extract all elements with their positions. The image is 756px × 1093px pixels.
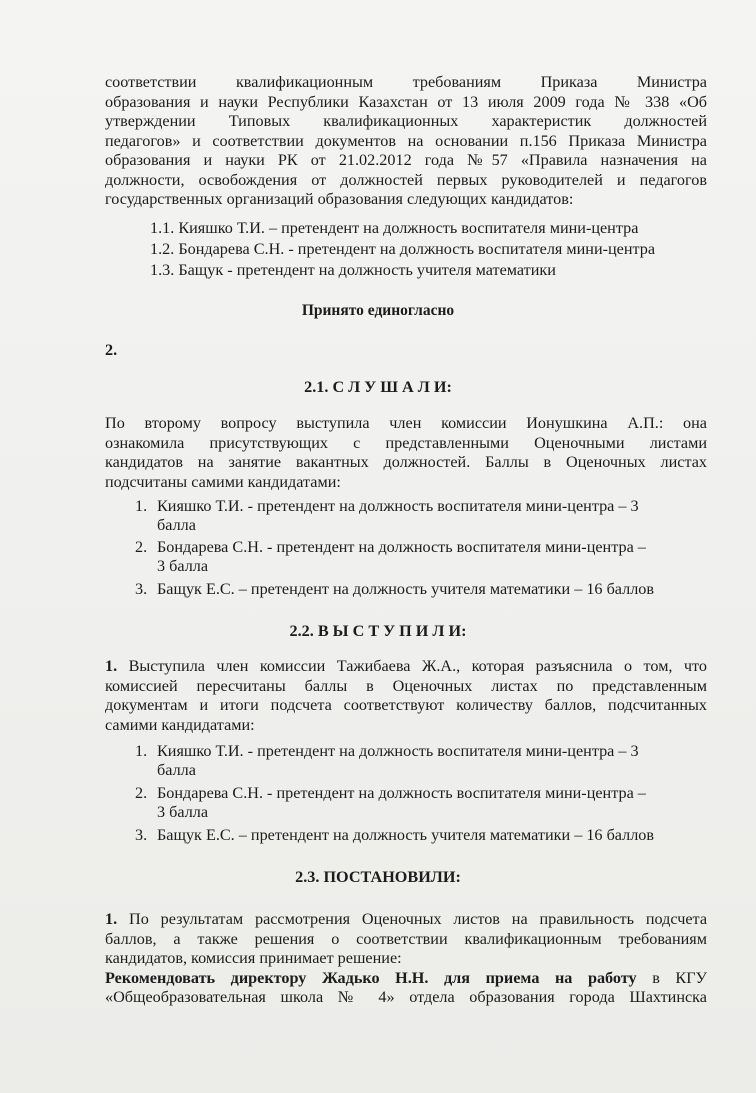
list-text: Кияшко Т.И. - претендент на должность воспитателя мини-центра – 3 xyxy=(157,497,639,515)
spoke-item-3 xyxy=(135,826,654,846)
list-text: Кияшко Т.И. - претендент на должность воспитателя мини-центра – 3 xyxy=(157,742,639,760)
list-text: Бондарева С.Н. - претендент на должность воспитателя мини-центра – xyxy=(157,784,646,802)
candidate-item: 1.2. Бондарева С.Н. - претендент на должность воспитателя мини-центра xyxy=(150,240,656,258)
list-number: 1. xyxy=(135,742,148,760)
list-number: 1. xyxy=(135,497,148,515)
heard-paragraph xyxy=(105,414,707,492)
intro-paragraph xyxy=(105,73,707,210)
heard-line: кандидатов на занятие вакантных должностей. Баллы в Оценочных листах xyxy=(105,453,707,471)
spoke-line: документам и итоги подсчета соответствуют количеству баллов, подсчитанных xyxy=(105,696,707,714)
spoke-line-text: Выступила член комиссии Тажибаева Ж.А., которая разъяснила о том, что xyxy=(128,657,707,675)
heading-resolved: 2.3. ПОСТАНОВИЛИ: xyxy=(295,868,461,886)
section-number: 2. xyxy=(105,341,118,359)
candidate-item: 1.3. Бащук - претендент на должность учителя математики xyxy=(150,261,556,279)
heard-item-2 xyxy=(135,538,646,558)
resolved-line: баллов, а также решения о соответствии квалификационным требованиям xyxy=(105,929,707,948)
intro-line: образования и науки РК от 21.02.2012 года №57 «Правила назначения на xyxy=(105,151,707,169)
spoke-item-1-cont: балла xyxy=(157,761,196,779)
resolved-last-line: «Общеобразовательная школа № 4» отдела образования города Шахтинска xyxy=(105,988,707,1006)
intro-line: государственных организаций образования следующих кандидатов: xyxy=(105,190,574,208)
recommend-bold: Рекомендовать директору Жадько Н.Н. для приема на работу xyxy=(105,968,637,987)
spoke-item-1 xyxy=(135,742,639,762)
lead-number: 1. xyxy=(105,910,118,928)
intro-line: соответствии квалификационным требованиям Приказа Министра xyxy=(105,73,707,91)
spoke-line xyxy=(105,657,707,677)
heading-heard: 2.1. С Л У Ш А Л И: xyxy=(304,378,452,396)
resolved-line: кандидатов, комиссия принимает решение: xyxy=(105,949,402,967)
heard-line: По второму вопросу выступила член комиссии Ионушкина А.П.: она xyxy=(105,414,707,432)
heard-line: подсчитаны самими кандидатами: xyxy=(105,472,341,491)
intro-line: педагогов» и соответствии документов на основании п.156 Приказа Министра xyxy=(105,131,707,150)
heard-item-1-cont: балла xyxy=(157,516,196,534)
heading-spoke: 2.2. В Ы С Т У П И Л И: xyxy=(289,622,467,640)
heard-item-2-cont: 3 балла xyxy=(157,557,209,575)
list-number: 2. xyxy=(135,784,148,802)
recommend-rest: в КГУ xyxy=(652,968,707,987)
heard-item-3 xyxy=(135,580,654,600)
list-text: Бондарева С.Н. - претендент на должность воспитателя мини-центра – xyxy=(157,538,646,556)
spoke-item-2-cont: 3 балла xyxy=(157,803,209,821)
spoke-line: самими кандидатами: xyxy=(105,715,255,734)
heard-line: ознакомила присутствующих с представленными Оценочными листами xyxy=(105,433,707,452)
resolved-paragraph xyxy=(105,910,707,1008)
resolved-line-text: По результатам рассмотрения Оценочных листов на правильность подсчета xyxy=(129,910,707,928)
recommend-line xyxy=(105,969,707,989)
list-number: 3. xyxy=(135,580,148,598)
spoke-item-2 xyxy=(135,784,646,804)
candidate-item: 1.1. Кияшко Т.И. – претендент на должность воспитателя мини-центра xyxy=(150,219,639,237)
spoke-paragraph xyxy=(105,657,707,735)
spoke-line: комиссией пересчитаны баллы в Оценочных листах по представленным xyxy=(105,676,707,695)
list-text: Бащук Е.С. – претендент на должность учителя математики – 16 баллов xyxy=(157,580,655,598)
intro-line: утверждении Типовых квалификационных характеристик должностей xyxy=(105,112,707,130)
list-number: 2. xyxy=(135,538,148,556)
list-text: Бащук Е.С. – претендент на должность учителя математики – 16 баллов xyxy=(157,826,655,844)
heard-item-1 xyxy=(135,497,639,517)
resolved-line xyxy=(105,910,707,930)
list-number: 3. xyxy=(135,826,148,844)
intro-line: образования и науки Республики Казахстан от 13 июля 2009 года № 338 «Об xyxy=(105,92,707,111)
accepted-unanimously: Принято единогласно xyxy=(301,302,455,319)
intro-line: должности, освобождения от должностей первых руководителей и педагогов xyxy=(105,170,707,189)
lead-number: 1. xyxy=(105,657,118,675)
